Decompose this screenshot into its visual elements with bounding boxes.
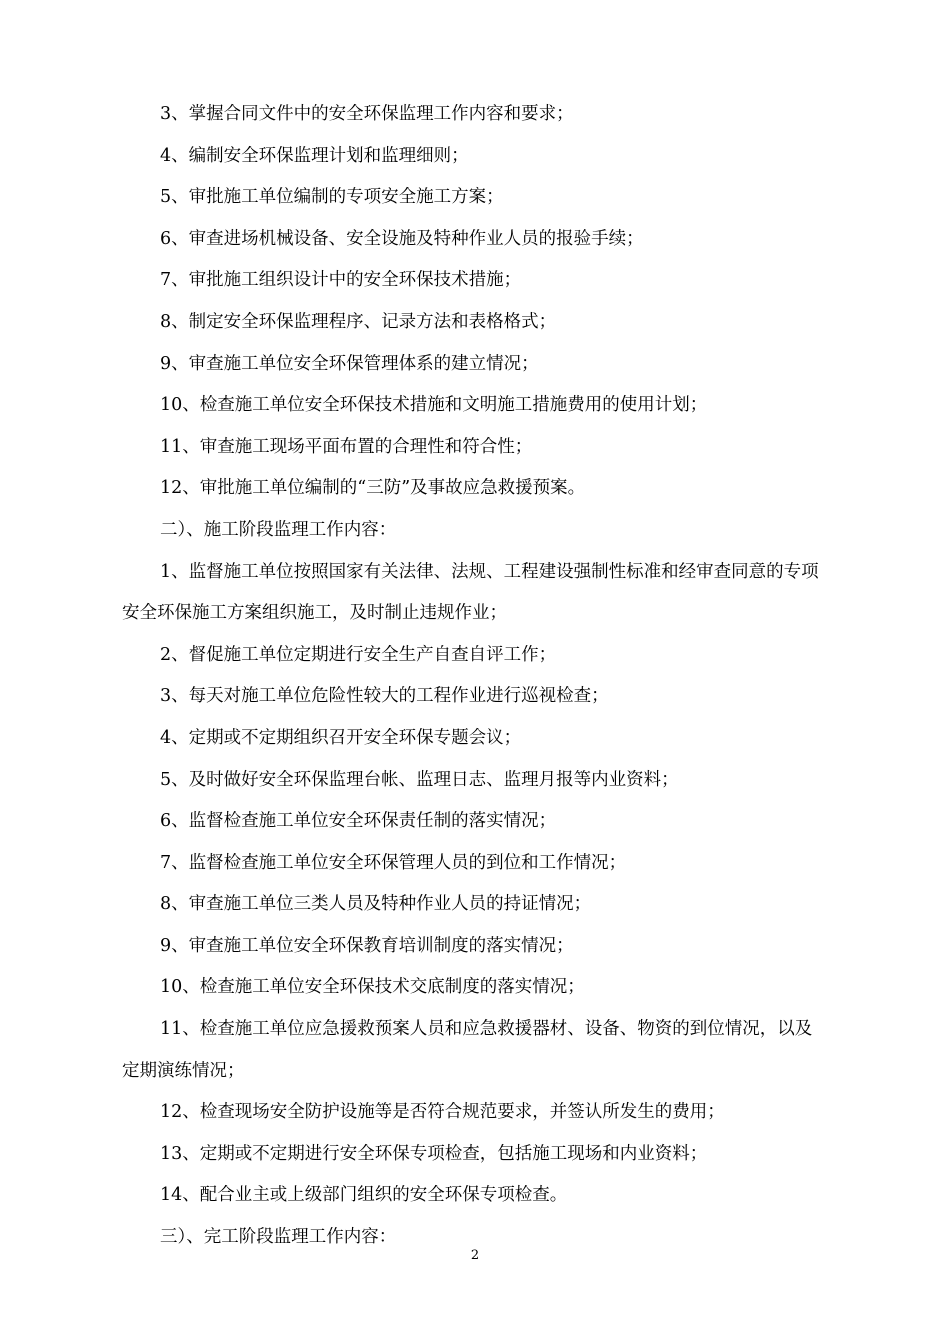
paragraph-6: 8、制定安全环保监理程序、记录方法和表格格式；	[160, 311, 557, 332]
paragraph-20: 9、审查施工单位安全环保教育培训制度的落实情况；	[160, 935, 574, 956]
paragraph-23: 12、检查现场安全防护设施等是否符合规范要求，并签认所发生的费用；	[160, 1102, 725, 1123]
page-number: 2	[470, 1248, 480, 1263]
paragraph-15: 4、定期或不定期组织召开安全环保专题会议；	[160, 727, 522, 748]
section-heading-construction: 二）、施工阶段监理工作内容：	[160, 519, 397, 540]
paragraph-5: 7、审批施工组织设计中的安全环保技术措施；	[160, 270, 522, 291]
paragraph-19: 8、审查施工单位三类人员及特种作业人员的持证情况；	[160, 894, 592, 915]
paragraph-22: 11、检查施工单位应急援救预案人员和应急救援器材、设备、物资的到位情况，以及定期演练情况；	[122, 1019, 813, 1081]
paragraph-1: 3、掌握合同文件中的安全环保监理工作内容和要求；	[160, 104, 574, 124]
paragraph-10: 12、审批施工单位编制的“三防”及事故应急救援预案。	[160, 478, 586, 499]
paragraph-16: 5、及时做好安全环保监理台帐、监理日志、监理月报等内业资料；	[160, 769, 679, 790]
paragraph-14: 3、每天对施工单位危险性较大的工程作业进行巡视检查；	[160, 686, 609, 707]
paragraph-18: 7、监督检查施工单位安全环保管理人员的到位和工作情况；	[160, 852, 627, 873]
section-heading-completion: 三）、完工阶段监理工作内容：	[160, 1227, 397, 1248]
paragraph-7: 9、审查施工单位安全环保管理体系的建立情况；	[160, 353, 539, 374]
paragraph-13: 2、督促施工单位定期进行安全生产自查自评工作；	[160, 644, 557, 665]
paragraph-21: 10、检查施工单位安全环保技术交底制度的落实情况；	[160, 977, 585, 998]
paragraph-3: 5、审批施工单位编制的专项安全施工方案；	[160, 187, 504, 208]
document-body	[122, 94, 828, 1259]
paragraph-4: 6、审查进场机械设备、安全设施及特种作业人员的报验手续；	[160, 228, 644, 249]
paragraph-24: 13、定期或不定期进行安全环保专项检查，包括施工现场和内业资料；	[160, 1143, 708, 1164]
paragraph-8: 10、检查施工单位安全环保技术措施和文明施工措施费用的使用计划；	[160, 395, 708, 416]
paragraph-17: 6、监督检查施工单位安全环保责任制的落实情况；	[160, 811, 557, 832]
paragraph-12: 1、监督施工单位按照国家有关法律、法规、工程建设强制性标准和经审查同意的专项安全环保施工方案组织施工，及时制止违规作业；	[122, 561, 819, 624]
paragraph-2: 4、编制安全环保监理计划和监理细则；	[160, 145, 469, 166]
paragraph-25: 14、配合业主或上级部门组织的安全环保专项检查。	[160, 1185, 568, 1206]
paragraph-9: 11、审查施工现场平面布置的合理性和符合性；	[160, 436, 533, 457]
